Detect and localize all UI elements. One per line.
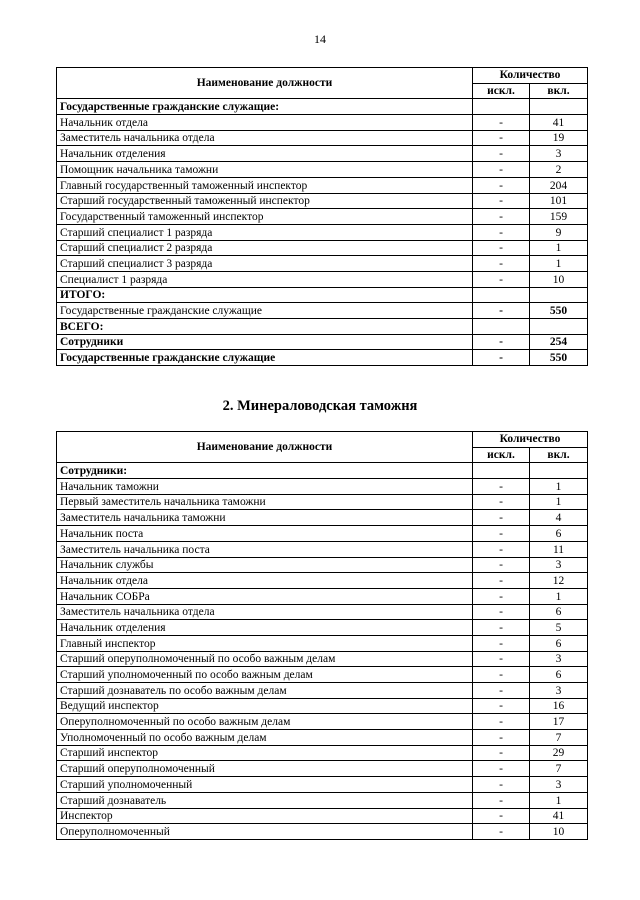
position-name-cell: Начальник таможни: [57, 479, 473, 495]
included-count-cell: 550: [530, 350, 588, 366]
excluded-count-cell: -: [473, 824, 530, 840]
table-row: [57, 526, 588, 542]
included-count-cell: 1: [530, 256, 588, 272]
position-name-cell: Государственные гражданские служащие: [57, 303, 473, 319]
excluded-count-cell: -: [473, 651, 530, 667]
table-row: [57, 541, 588, 557]
included-count-cell: 4: [530, 510, 588, 526]
position-name-cell: Уполномоченный по особо важным делам: [57, 730, 473, 746]
position-name-cell: Старший дознаватель: [57, 792, 473, 808]
position-name-cell: Начальник отделения: [57, 620, 473, 636]
table-row: [57, 494, 588, 510]
excluded-count-cell: -: [473, 698, 530, 714]
excluded-count-cell: -: [473, 193, 530, 209]
excluded-count-cell: -: [473, 604, 530, 620]
position-name-cell: Главный инспектор: [57, 635, 473, 651]
included-count-cell: 6: [530, 635, 588, 651]
excluded-count-cell: -: [473, 162, 530, 178]
excluded-count-cell: -: [473, 573, 530, 589]
table-row: [57, 777, 588, 793]
position-name-cell: Начальник отдела: [57, 573, 473, 589]
table-row: [57, 319, 588, 335]
table-row: [57, 573, 588, 589]
included-count-cell: 550: [530, 303, 588, 319]
position-name-cell: Начальник отдела: [57, 115, 473, 131]
included-count-cell: 17: [530, 714, 588, 730]
excluded-count-cell: -: [473, 479, 530, 495]
included-count-cell: 3: [530, 777, 588, 793]
position-name-cell: Начальник службы: [57, 557, 473, 573]
table-row: [57, 287, 588, 303]
staff-table-2: [56, 431, 588, 840]
table-row: [57, 209, 588, 225]
table-row: [57, 667, 588, 683]
included-count-cell: 1: [530, 240, 588, 256]
excluded-count-cell: -: [473, 667, 530, 683]
position-name-cell: Начальник отделения: [57, 146, 473, 162]
table-row: [57, 683, 588, 699]
table-row: [57, 146, 588, 162]
column-header-incl: вкл.: [530, 447, 588, 463]
table-row: [57, 271, 588, 287]
excluded-count-cell: -: [473, 761, 530, 777]
position-name-cell: Старший государственный таможенный инспектор: [57, 193, 473, 209]
included-count-cell: 159: [530, 209, 588, 225]
position-name-cell: Государственные гражданские служащие: [57, 350, 473, 366]
included-count-cell: 12: [530, 573, 588, 589]
included-count-cell: 1: [530, 792, 588, 808]
table-row: [57, 130, 588, 146]
position-name-cell: Главный государственный таможенный инспектор: [57, 177, 473, 193]
excluded-count-cell: -: [473, 588, 530, 604]
included-count-cell: 101: [530, 193, 588, 209]
table-row: [57, 557, 588, 573]
table-row: [57, 99, 588, 115]
excluded-count-cell: -: [473, 130, 530, 146]
table-row: [57, 162, 588, 178]
table-row: [57, 224, 588, 240]
table-row: [57, 588, 588, 604]
excluded-count-cell: [473, 287, 530, 303]
position-name-cell: Начальник СОБРа: [57, 588, 473, 604]
included-count-cell: 10: [530, 824, 588, 840]
included-count-cell: 9: [530, 224, 588, 240]
included-count-cell: 3: [530, 146, 588, 162]
included-count-cell: 41: [530, 115, 588, 131]
excluded-count-cell: -: [473, 350, 530, 366]
position-name-cell: Старший специалист 2 разряда: [57, 240, 473, 256]
table-row: [57, 177, 588, 193]
table-row: [57, 604, 588, 620]
column-header-quantity: Количество: [473, 432, 588, 448]
position-name-cell: Старший уполномоченный: [57, 777, 473, 793]
position-name-cell: Начальник поста: [57, 526, 473, 542]
position-name-cell: Государственные гражданские служащие:: [57, 99, 473, 115]
table-row: [57, 620, 588, 636]
position-name-cell: Помощник начальника таможни: [57, 162, 473, 178]
position-name-cell: Оперуполномоченный: [57, 824, 473, 840]
excluded-count-cell: -: [473, 808, 530, 824]
included-count-cell: 41: [530, 808, 588, 824]
included-count-cell: 6: [530, 526, 588, 542]
excluded-count-cell: -: [473, 777, 530, 793]
table-row: [57, 824, 588, 840]
position-name-cell: Старший уполномоченный по особо важным делам: [57, 667, 473, 683]
included-count-cell: 6: [530, 667, 588, 683]
position-name-cell: Старший специалист 3 разряда: [57, 256, 473, 272]
column-header-name: Наименование должности: [57, 432, 473, 463]
excluded-count-cell: -: [473, 224, 530, 240]
excluded-count-cell: [473, 319, 530, 335]
position-name-cell: Оперуполномоченный по особо важным делам: [57, 714, 473, 730]
included-count-cell: 254: [530, 334, 588, 350]
excluded-count-cell: -: [473, 209, 530, 225]
table-row: [57, 303, 588, 319]
table-row: [57, 651, 588, 667]
position-name-cell: Государственный таможенный инспектор: [57, 209, 473, 225]
position-name-cell: Старший инспектор: [57, 745, 473, 761]
position-name-cell: Первый заместитель начальника таможни: [57, 494, 473, 510]
position-name-cell: Специалист 1 разряда: [57, 271, 473, 287]
position-name-cell: Заместитель начальника отдела: [57, 130, 473, 146]
position-name-cell: Заместитель начальника отдела: [57, 604, 473, 620]
excluded-count-cell: -: [473, 557, 530, 573]
position-name-cell: Старший оперуполномоченный по особо важным делам: [57, 651, 473, 667]
column-header-quantity: Количество: [473, 68, 588, 84]
position-name-cell: Старший дознаватель по особо важным делам: [57, 683, 473, 699]
excluded-count-cell: -: [473, 714, 530, 730]
table-row: [57, 698, 588, 714]
included-count-cell: [530, 99, 588, 115]
included-count-cell: 3: [530, 651, 588, 667]
included-count-cell: 19: [530, 130, 588, 146]
included-count-cell: 11: [530, 541, 588, 557]
excluded-count-cell: -: [473, 494, 530, 510]
position-name-cell: Заместитель начальника таможни: [57, 510, 473, 526]
table-row: [57, 193, 588, 209]
table-row: [57, 808, 588, 824]
included-count-cell: 5: [530, 620, 588, 636]
table-row: [57, 745, 588, 761]
position-name-cell: Старший специалист 1 разряда: [57, 224, 473, 240]
excluded-count-cell: -: [473, 303, 530, 319]
included-count-cell: 1: [530, 494, 588, 510]
excluded-count-cell: [473, 99, 530, 115]
table-row: [57, 350, 588, 366]
included-count-cell: 7: [530, 761, 588, 777]
table-row: [57, 115, 588, 131]
staff-table-1: [56, 67, 588, 366]
position-name-cell: ВСЕГО:: [57, 319, 473, 335]
column-header-excl: искл.: [473, 83, 530, 99]
table-row: [57, 761, 588, 777]
excluded-count-cell: -: [473, 177, 530, 193]
table-row: [57, 334, 588, 350]
included-count-cell: [530, 319, 588, 335]
table-row: [57, 714, 588, 730]
excluded-count-cell: -: [473, 146, 530, 162]
included-count-cell: 3: [530, 557, 588, 573]
excluded-count-cell: -: [473, 271, 530, 287]
excluded-count-cell: -: [473, 683, 530, 699]
table-row: [57, 256, 588, 272]
column-header-excl: искл.: [473, 447, 530, 463]
table-row: [57, 240, 588, 256]
excluded-count-cell: [473, 463, 530, 479]
included-count-cell: 16: [530, 698, 588, 714]
included-count-cell: 6: [530, 604, 588, 620]
included-count-cell: [530, 287, 588, 303]
included-count-cell: 10: [530, 271, 588, 287]
excluded-count-cell: -: [473, 334, 530, 350]
excluded-count-cell: -: [473, 115, 530, 131]
excluded-count-cell: -: [473, 240, 530, 256]
included-count-cell: 7: [530, 730, 588, 746]
position-name-cell: Ведущий инспектор: [57, 698, 473, 714]
table-row: [57, 792, 588, 808]
included-count-cell: 1: [530, 588, 588, 604]
included-count-cell: 29: [530, 745, 588, 761]
table-row: [57, 730, 588, 746]
excluded-count-cell: -: [473, 635, 530, 651]
section-heading: 2. Минераловодская таможня: [222, 398, 418, 414]
position-name-cell: Заместитель начальника поста: [57, 541, 473, 557]
included-count-cell: 1: [530, 479, 588, 495]
included-count-cell: [530, 463, 588, 479]
column-header-name: Наименование должности: [57, 68, 473, 99]
excluded-count-cell: -: [473, 730, 530, 746]
excluded-count-cell: -: [473, 256, 530, 272]
excluded-count-cell: -: [473, 745, 530, 761]
position-name-cell: Сотрудники:: [57, 463, 473, 479]
position-name-cell: Старший оперуполномоченный: [57, 761, 473, 777]
excluded-count-cell: -: [473, 620, 530, 636]
table-row: [57, 510, 588, 526]
included-count-cell: 204: [530, 177, 588, 193]
position-name-cell: Сотрудники: [57, 334, 473, 350]
excluded-count-cell: -: [473, 510, 530, 526]
position-name-cell: ИТОГО:: [57, 287, 473, 303]
column-header-incl: вкл.: [530, 83, 588, 99]
position-name-cell: Инспектор: [57, 808, 473, 824]
excluded-count-cell: -: [473, 526, 530, 542]
table-row: [57, 463, 588, 479]
page-number: 14: [314, 32, 326, 46]
included-count-cell: 3: [530, 683, 588, 699]
excluded-count-cell: -: [473, 792, 530, 808]
table-row: [57, 635, 588, 651]
excluded-count-cell: -: [473, 541, 530, 557]
included-count-cell: 2: [530, 162, 588, 178]
table-row: [57, 479, 588, 495]
